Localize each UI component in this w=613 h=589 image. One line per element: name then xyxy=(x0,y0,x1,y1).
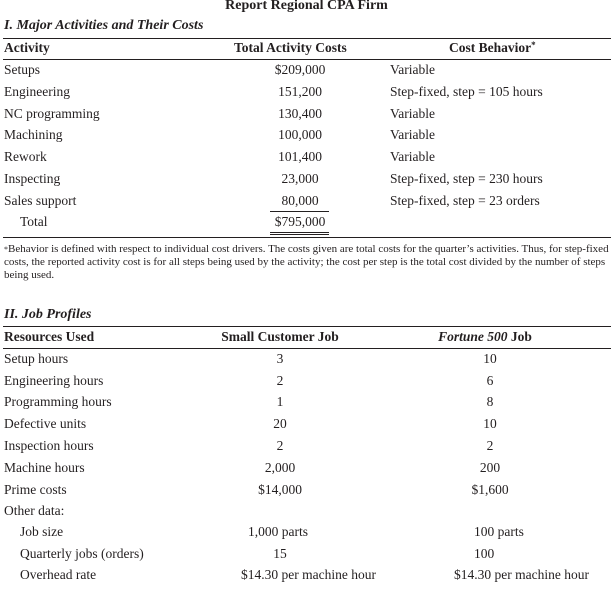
subtotal-underline xyxy=(270,211,329,212)
small-job-value: 2,000 xyxy=(264,460,296,475)
other-data-label: Other data: xyxy=(4,503,65,518)
footnote: *Behavior is defined with respect to individual cost drivers. The costs given are total costs for the quarter’s activities. Thus, for step-fixed costs, the reported activity cost is for all steps being used by the activity; the cost per step is the total cost divided by the number of steps being used. xyxy=(4,243,609,281)
fortune-job-other-value: $14.30 per machine hour xyxy=(454,567,589,582)
col-total-cost-header: Total Activity Costs xyxy=(234,40,347,55)
activity-name: Sales support xyxy=(4,193,77,208)
small-job-value: 20 xyxy=(273,416,287,431)
activity-behavior: Variable xyxy=(390,149,435,164)
activity-name: NC programming xyxy=(4,106,100,121)
small-job-value: $14,000 xyxy=(258,482,302,497)
section-1-bottom-rule xyxy=(3,237,611,238)
total-double-underline-2 xyxy=(270,234,329,235)
fortune-job-value: 6 xyxy=(486,373,494,388)
activity-cost: 101,400 xyxy=(278,149,322,164)
fortune-job-value: 2 xyxy=(486,438,494,453)
activity-behavior: Step-fixed, step = 105 hours xyxy=(390,84,543,99)
other-data-item-label: Job size xyxy=(20,524,64,539)
resource-label: Programming hours xyxy=(4,394,112,409)
section-2-top-rule xyxy=(3,326,611,327)
resource-label: Setup hours xyxy=(4,351,69,366)
col-resources-header: Resources Used xyxy=(4,329,95,344)
activity-name: Engineering xyxy=(4,84,70,99)
activity-cost: 130,400 xyxy=(278,106,322,121)
total-value: $795,000 xyxy=(274,214,326,229)
fortune-job-value: $1,600 xyxy=(471,482,509,497)
small-job-value: 2 xyxy=(276,373,284,388)
resource-label: Machine hours xyxy=(4,460,85,475)
activity-cost: $209,000 xyxy=(274,62,326,77)
fortune-job-value: 8 xyxy=(486,394,494,409)
activity-cost: 23,000 xyxy=(281,171,319,186)
col-cost-behavior-header: Cost Behavior* xyxy=(449,40,536,55)
section-1-heading: I. Major Activities and Their Costs xyxy=(4,18,204,33)
section-2-heading: II. Job Profiles xyxy=(4,307,92,322)
activity-behavior: Variable xyxy=(390,106,435,121)
resource-label: Engineering hours xyxy=(4,373,104,388)
other-data-item-label: Overhead rate xyxy=(20,567,97,582)
small-job-value: 2 xyxy=(276,438,284,453)
activity-cost: 80,000 xyxy=(281,193,319,208)
col-activity-header: Activity xyxy=(4,40,50,55)
small-job-other-value: 1,000 parts xyxy=(248,524,308,539)
fortune-job-other-value: 100 xyxy=(474,546,495,561)
activity-behavior: Step-fixed, step = 23 orders xyxy=(390,193,540,208)
activity-cost: 151,200 xyxy=(278,84,322,99)
resource-label: Defective units xyxy=(4,416,87,431)
fortune-job-other-value: 100 parts xyxy=(474,524,524,539)
col-small-customer-header: Small Customer Job xyxy=(221,329,339,344)
small-job-value: 1 xyxy=(276,394,284,409)
small-job-value: 3 xyxy=(276,351,284,366)
activity-behavior: Variable xyxy=(390,127,435,142)
activity-cost: 100,000 xyxy=(278,127,322,142)
fortune-job-value: 10 xyxy=(483,351,497,366)
resource-label: Inspection hours xyxy=(4,438,94,453)
activity-behavior: Step-fixed, step = 230 hours xyxy=(390,171,543,186)
total-double-underline-1 xyxy=(270,232,329,233)
activity-name: Setups xyxy=(4,62,41,77)
resource-label: Prime costs xyxy=(4,482,67,497)
small-job-other-value: $14.30 per machine hour xyxy=(241,567,376,582)
report-title: Report Regional CPA Firm xyxy=(225,0,388,13)
col-fortune-500-header: Fortune 500 Job xyxy=(438,329,532,344)
section-1-header-rule xyxy=(3,59,611,60)
total-label: Total xyxy=(20,214,48,229)
activity-behavior: Variable xyxy=(390,62,435,77)
activity-name: Machining xyxy=(4,127,63,142)
activity-name: Rework xyxy=(4,149,47,164)
other-data-item-label: Quarterly jobs (orders) xyxy=(20,546,144,561)
fortune-job-value: 10 xyxy=(483,416,497,431)
activity-name: Inspecting xyxy=(4,171,61,186)
fortune-job-value: 200 xyxy=(479,460,501,475)
section-2-header-rule xyxy=(3,348,611,349)
small-job-other-value: 15 xyxy=(273,546,287,561)
